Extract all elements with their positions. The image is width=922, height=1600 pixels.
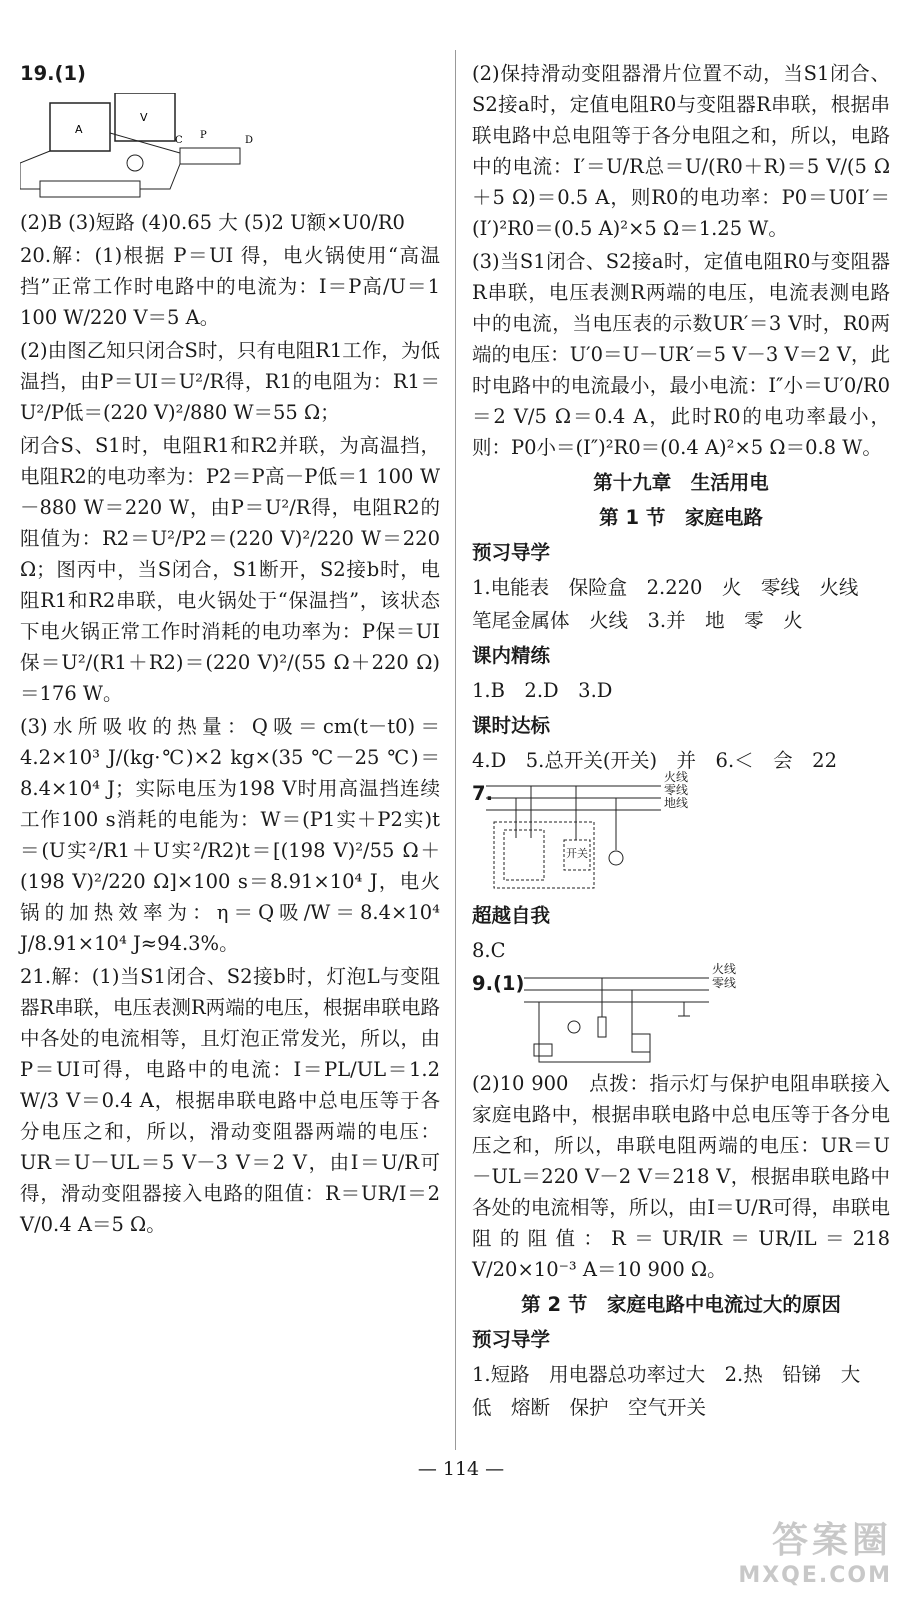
chapter-title: 第十九章 生活用电: [593, 471, 769, 494]
watermark-top: 答案圈: [771, 1520, 892, 1561]
q20-part3: (3)水所吸收的热量：Q吸＝cm(t－t0)＝4.2×10³ J/(kg·℃)×2 kg×(35 ℃－25 ℃)＝8.4×10⁴ J；实际电压为198 V时用高温挡连续工作100 s消耗的电能为：W＝(P1实＋P2实)t＝(U实²/R1＋U实²/R2)t＝[(198 V)²/55 Ω＋(198 V)²/220 Ω]×100 s＝8.91×10⁴ J，电火锅的加热效率为：η＝Q吸/W＝8.4×10⁴ J/8.91×10⁴ J≈94.3%。: [20, 715, 440, 955]
class-heading: 课内精练: [472, 644, 551, 667]
beyond-heading: 超越自我: [472, 904, 551, 927]
q19-label: 19.(1): [20, 62, 86, 85]
page-number: — 114 —: [417, 1458, 505, 1480]
beyond-answer: 8.C: [472, 939, 506, 962]
q19-circuit-figure: [20, 93, 260, 203]
q9-fire-label: 火线: [712, 962, 737, 976]
q7-figure-block: [472, 770, 890, 896]
section2-title: 第 2 节 家庭电路中电流过大的原因: [521, 1293, 841, 1316]
svg-text:D: D: [245, 135, 254, 146]
watermark-bottom: MXQE.COM: [738, 1563, 892, 1588]
q7-switch-label: 开关: [566, 847, 588, 860]
q7-wire-ground-label: 地线: [664, 796, 689, 810]
preview-answers-1: 1.电能表 保险盒 2.220 火 零线 火线: [472, 576, 859, 599]
q21-part2: (2)保持滑动变阻器滑片位置不动，当S1闭合、S2接a时，定值电阻R0与变阻器R串联，根据串联电路中总电阻等于各分电阻之和，所以，电路中的电流：I′＝U/R总＝U/(R0＋R)＝5 V/(5 Ω＋5 Ω)＝0.5 A，则R0的电功率：P0＝U0I′＝(I′)²R0＝(0.5 A)²×5 Ω＝1.25 W。: [472, 62, 890, 240]
preview2-answers-2: 低 熔断 保护 空气开关: [472, 1396, 707, 1419]
q7-wire-zero-label: 零线: [664, 783, 689, 797]
svg-text:A: A: [75, 123, 83, 136]
q20-part1: 20.解：(1)根据 P＝UI 得，电火锅使用“高温挡”正常工作时电路中的电流为：I＝P高/U＝1 100 W/220 V＝5 A。: [20, 244, 441, 329]
q21-part3: (3)当S1闭合、S2接a时，定值电阻R0与变阻器R串联，电压表测R两端的电压，电流表测电路中的电流，当电压表的示数UR′＝3 V时，R0两端的电压：U′0＝U－UR′＝5 V－3 V＝2 V，此时电路中的电流最小，最小电流：I″小＝U′0/R0＝2 V/5 Ω＝0.4 A，此时R0的电功率最小，则：P0小＝(I″)²R0＝(0.4 A)²×5 Ω＝0.8 W。: [472, 250, 890, 459]
svg-text:P: P: [200, 130, 207, 141]
right-column: [472, 58, 890, 1425]
q20-part2-cont: 闭合S、S1时，电阻R1和R2并联，为高温挡，电阻R2的电功率为：P2＝P高－P低＝1 100 W－880 W＝220 W，由P＝U²/R得，电阻R2的阻值为：R2＝U²/P2＝(220 V)²/220 W＝220 Ω；图丙中，当S闭合，S1断开，S2接b时，电阻R1和R2串联，电火锅处于“保温挡”，该状态下电火锅正常工作时消耗的电功率为：P保＝UI保＝U²/(R1＋R2)＝(220 V)²/(55 Ω＋220 Ω)＝176 W。: [20, 434, 440, 705]
left-column: [20, 58, 440, 1242]
q19-answers: (2)B (3)短路 (4)0.65 大 (5)2 U额×U0/R0: [20, 211, 405, 234]
preview2-heading: 预习导学: [472, 1328, 551, 1351]
q19-block: [20, 58, 440, 203]
q9-zero-label: 零线: [712, 976, 737, 990]
svg-text:C: C: [175, 135, 183, 146]
q20-part2: (2)由图乙知只闭合S时，只有电阻R1工作，为低温挡，由P＝UI＝U²/R得，R1的电阻为：R1＝U²/P低＝(220 V)²/880 W＝55 Ω；: [20, 339, 440, 424]
q7-wire-fire-label: 火线: [664, 770, 689, 784]
q9-answer: (2)10 900 点拨：指示灯与保护电阻串联接入家庭电路中，根据串联电路中总电压等于各分电压之和，所以，串联电阻两端的电压：UR＝U－UL＝220 V－2 V＝218 V，根据串联电路中各处的电流相等，所以，由I＝U/R可得，串联电阻的阻值：R＝UR/IR＝UR/IL＝218 V/20×10⁻³ A＝10 900 Ω。: [472, 1072, 890, 1281]
preview2-answers-1: 1.短路 用电器总功率过大 2.热 铅锑 大: [472, 1363, 861, 1386]
q7-label: 7.: [472, 782, 493, 805]
q9-label: 9.(1): [472, 972, 525, 995]
preview-heading: 预习导学: [472, 541, 551, 564]
q21-part1: 21.解：(1)当S1闭合、S2接b时，灯泡L与变阻器R串联，电压表测R两端的电压，根据串联电路中各处的电流相等，且灯泡正常发光，所以，由P＝UI可得，电路中的电流：I＝PL/UL＝1.2 W/3 V＝0.4 A，根据串联电路中总电压等于各分电压之和，所以，滑动变阻器两端的电压：UR＝U－UL＝5 V－3 V＝2 V，由I＝U/R可得，滑动变阻器接入电路的阻值：R＝UR/I＝2 V/0.4 A＝5 Ω。: [20, 965, 440, 1236]
section1-title: 第 1 节 家庭电路: [599, 506, 763, 529]
preview-answers-2: 笔尾金属体 火线 3.并 地 零 火: [472, 609, 803, 632]
svg-text:V: V: [140, 111, 148, 124]
column-divider: [455, 50, 456, 1450]
watermark: [738, 1512, 892, 1588]
class-answers: 1.B 2.D 3.D: [472, 679, 613, 702]
target-heading: 课时达标: [472, 714, 551, 737]
q9-figure-block: [472, 962, 890, 1068]
target-answers: 4.D 5.总开关(开关) 并 6.＜ 会 22: [472, 749, 837, 772]
q9-circuit-figure: [524, 972, 724, 1072]
